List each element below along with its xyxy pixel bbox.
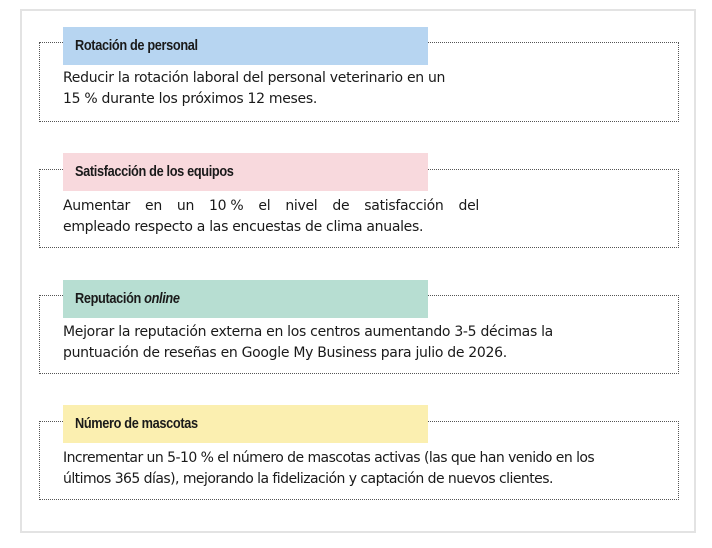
objective-description: [63, 448, 594, 490]
objective-title-bar: [63, 405, 428, 443]
description-line: 15 % durante los próximos 12 meses.: [63, 91, 317, 107]
objective-title: Número de mascotas: [75, 416, 198, 432]
description-line: últimos 365 días), mejorando la fidelización y captación de nuevos clientes.: [63, 471, 553, 487]
objective-description: [63, 322, 553, 364]
word: nivel: [285, 198, 318, 214]
description-line: empleado respecto a las encuestas de clima anuales.: [63, 219, 424, 235]
word: Aumentar: [63, 198, 130, 214]
objective-description: [63, 196, 479, 238]
word: del: [458, 198, 479, 214]
description-line: puntuación de reseñas en Google My Business para julio de 2026.: [63, 345, 507, 361]
word: un: [176, 198, 195, 214]
objective-title: Rotación de personal: [75, 38, 198, 54]
word: 10 %: [209, 198, 244, 214]
description-line: Incrementar un 5-10 % el número de mascotas activas (las que han venido en los: [63, 450, 595, 466]
objective-title-bar: [63, 27, 428, 65]
description-line: Reducir la rotación laboral del personal veterinario en un: [63, 70, 446, 86]
word: de: [332, 198, 350, 214]
objective-title-bar: [63, 280, 428, 318]
description-line: Mejorar la reputación externa en los centros aumentando 3-5 décimas la: [63, 324, 553, 340]
word: en: [145, 198, 162, 214]
description-line: [63, 196, 479, 217]
word: satisfacción: [364, 198, 444, 214]
objective-description: [63, 68, 445, 110]
objective-title: Reputación online: [75, 291, 180, 307]
objective-title: Satisfacción de los equipos: [75, 164, 234, 180]
objective-title-bar: [63, 153, 428, 191]
word: el: [258, 198, 271, 214]
